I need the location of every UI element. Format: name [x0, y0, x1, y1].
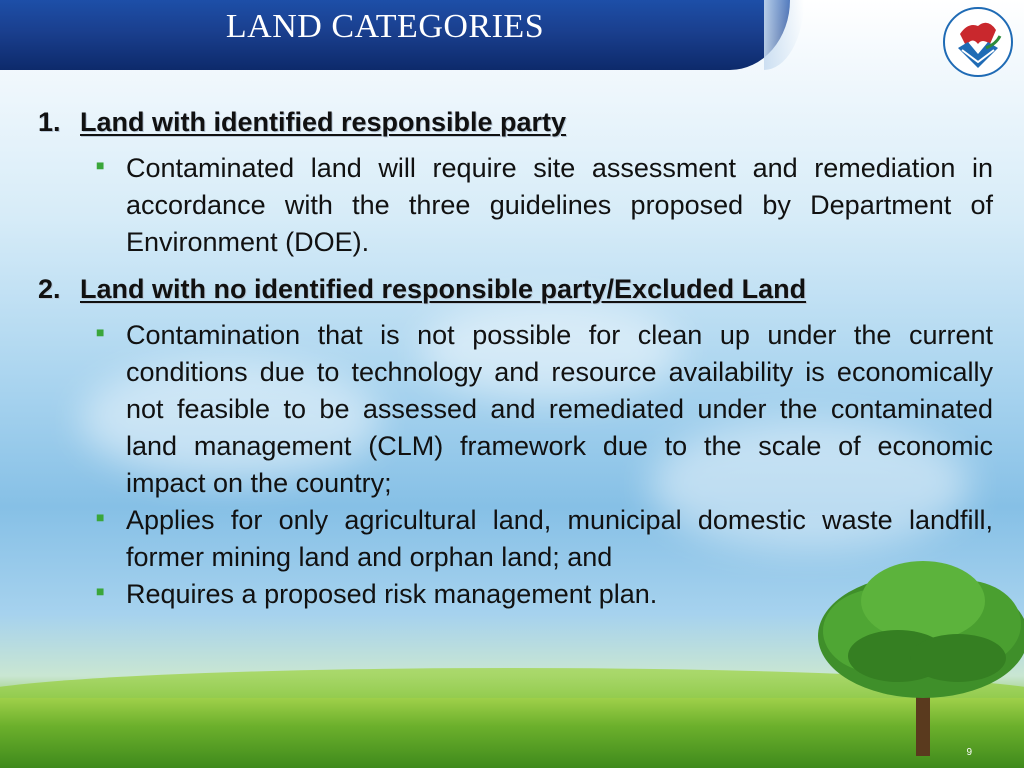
page-number: 9: [966, 747, 972, 758]
bullet-item: [96, 150, 993, 261]
section-number: 2.: [38, 274, 61, 304]
section-heading: [38, 271, 993, 307]
section-heading-text: Land with identified responsible party: [80, 107, 567, 137]
bullet-text: Contamination that is not possible for clean up under the current conditions due to technology and resource availability is economically not feasible to be assessed and remediated under the contaminated land management (CLM) framework due to the scale of economic impact on the country;: [126, 320, 993, 498]
square-bullet-icon: ■: [96, 509, 105, 525]
section-heading-text: Land with no identified responsible party/Excluded Land: [80, 274, 807, 304]
square-bullet-icon: ■: [96, 583, 105, 599]
section-heading: [38, 104, 993, 140]
bullet-text: Contaminated land will require site assessment and remediation in accordance with the three guidelines proposed by Department of Environment (DOE).: [126, 153, 993, 257]
bullet-item: [96, 317, 993, 502]
slide-title: LAND CATEGORIES: [225, 8, 545, 45]
square-bullet-icon: ■: [96, 324, 105, 340]
square-bullet-icon: ■: [96, 157, 105, 173]
bullet-text: Applies for only agricultural land, municipal domestic waste landfill, former mining land and orphan land; and: [126, 505, 993, 572]
section-number: 1.: [38, 107, 61, 137]
bullet-text: Requires a proposed risk management plan.: [126, 579, 658, 609]
jas-logo: [938, 4, 1018, 80]
tree-image: [798, 536, 1024, 768]
